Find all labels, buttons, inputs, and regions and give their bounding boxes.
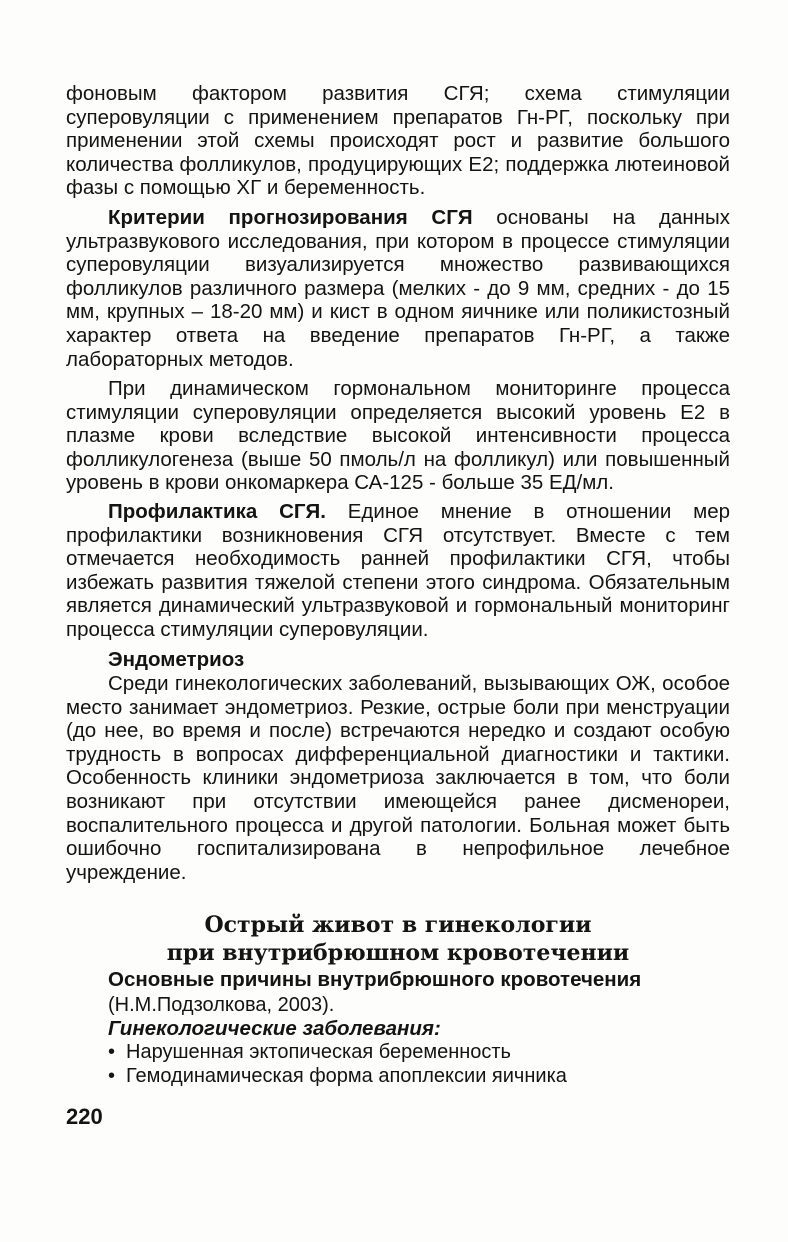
section-category: Гинекологические заболевания:	[108, 1017, 441, 1040]
prevention-lead: Профилактика СГЯ.	[108, 500, 326, 523]
prevention-paragraph-block	[66, 500, 730, 642]
bullet-icon: •	[108, 1041, 116, 1063]
causes-list	[108, 1040, 567, 1088]
prevention-paragraph	[66, 500, 730, 642]
endometriosis-heading: Эндометриоз	[108, 648, 245, 671]
list-item-text: Нарушенная эктопическая беременность	[126, 1041, 511, 1063]
monitoring-paragraph: При динамическом гормональном мониторинге процесса стимуляции суперовуляции определяется высокий уровень Е2 в плазме крови вследствие высокой интенсивности процесса фолликулогенеза (выше 50 пмоль/л на фолликул) или повышенный уровень в крови онкомаркера СА-125 - больше 35 ЕД/мл.	[66, 377, 730, 495]
monitoring-paragraph-block	[66, 377, 730, 495]
endometriosis-paragraph-block	[66, 672, 730, 884]
page-number: 220	[66, 1104, 103, 1129]
criteria-paragraph	[66, 206, 730, 371]
criteria-paragraph-block	[66, 206, 730, 371]
list-item	[108, 1040, 567, 1064]
section-subheading: Основные причины внутрибрюшного кровотечения	[108, 968, 642, 991]
intro-paragraph: фоновым фактором развития СГЯ; схема стимуляции суперовуляции с применением препаратов Гн-РГ, поскольку при применении этой схемы происходят рост и развитие большого количества фолликулов, продуцирующих Е2; поддержка лютеиновой фазы с помощью ХГ и беременность.	[66, 82, 730, 200]
list-item	[108, 1064, 567, 1088]
section-title-line-2: при внутрибрюшном кровотечении	[166, 940, 630, 966]
criteria-text: основаны на данных ультразвукового исследования, при котором в процессе стимуляции суперовуляции визуализируется множество развивающихся фолликулов различного размера (мелких - до 9 мм, средних - до 15 мм, крупных – 18-20 мм) и кист в одном яичнике или поликистозный характер ответа на введение препаратов Гн-РГ, а также лабораторных методов.	[66, 206, 730, 371]
criteria-lead: Критерии прогнозирования СГЯ	[108, 206, 473, 229]
section-source: (Н.М.Подзолкова, 2003).	[108, 994, 335, 1016]
prevention-text: Единое мнение в отношении мер профилактики возникновения СГЯ отсутствует. Вместе с тем отмечается необходимость ранней профилактики СГЯ, чтобы избежать развития тяжелой степени этого синдрома. Обязательным является динамический ультразвуковой и гормональный мониторинг процесса стимуляции суперовуляции.	[66, 500, 730, 641]
list-item-text: Гемодинамическая форма апоплексии яичника	[126, 1065, 567, 1087]
endometriosis-paragraph: Среди гинекологических заболеваний, вызывающих ОЖ, особое место занимает эндометриоз. Резкие, острые боли при менструации (до нее, во время и после) встречаются нередко и создают особую трудность в вопросах дифференциальной диагностики и тактики. Особенность клиники эндометриоза заключается в том, что боли возникают при отсутствии имеющейся ранее дисменореи, воспалительного процесса и другой патологии. Больная может быть ошибочно госпитализирована в непрофильное лечебное учреждение.	[66, 672, 730, 884]
bullet-icon: •	[108, 1065, 116, 1087]
section-title-line-1: Острый живот в гинекологии	[204, 912, 592, 938]
intro-paragraph-block	[66, 82, 730, 200]
